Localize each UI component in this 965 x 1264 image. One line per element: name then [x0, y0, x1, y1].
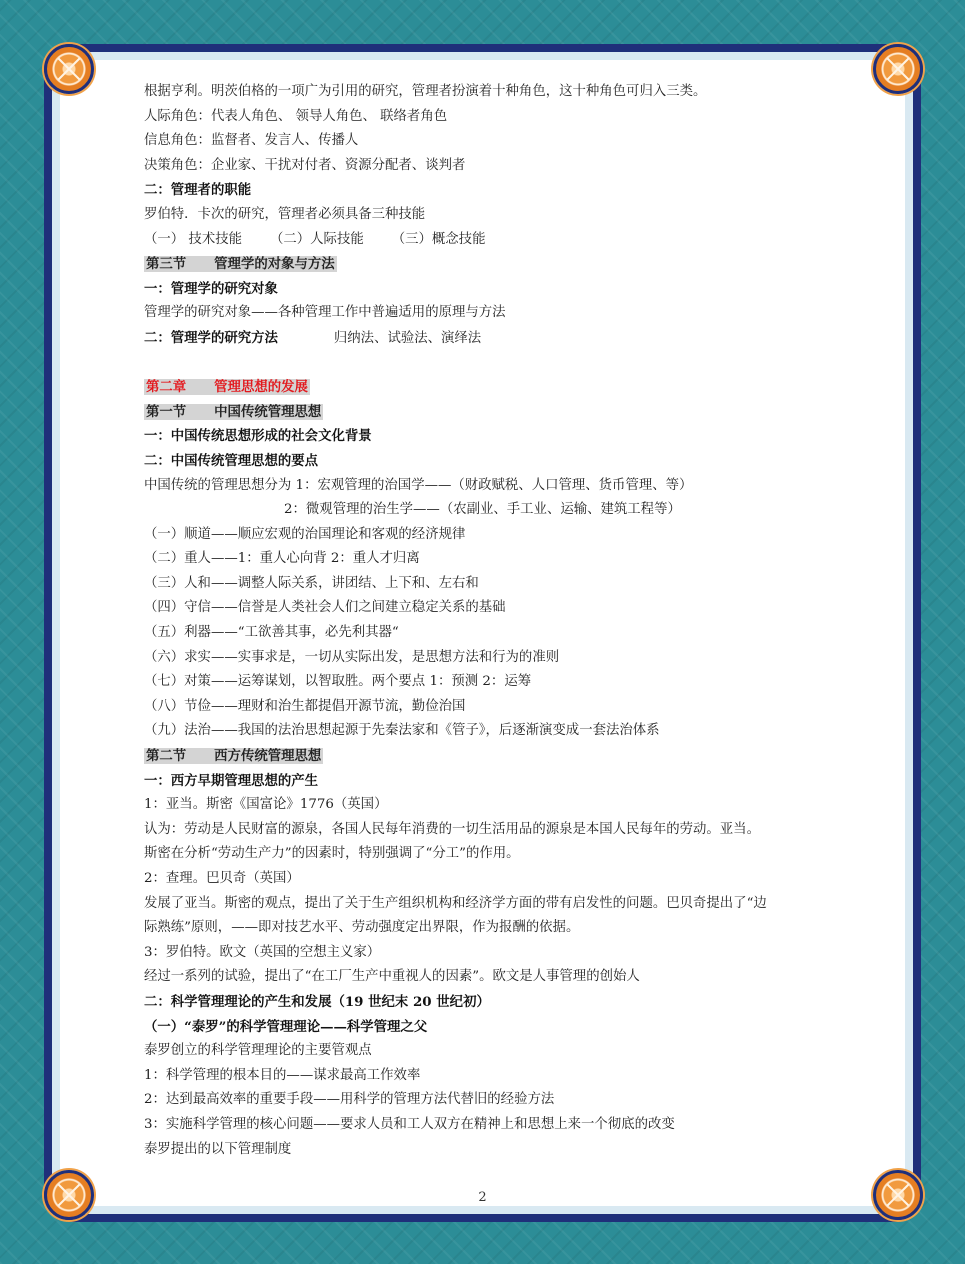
skill-interpersonal: （二）人际技能 — [270, 231, 364, 247]
chapter-heading — [144, 375, 804, 400]
subheading: 一：西方早期管理思想的产生 — [144, 772, 319, 789]
text-line: 1：亚当。斯密《国富论》1776（英国） — [144, 797, 388, 813]
skill-technical: （一） 技术技能 — [144, 231, 242, 247]
text-line: 认为：劳动是人民财富的源泉，各国人民每年消费的一切生活用品的源泉是本国人民每年的劳动。亚当。 — [144, 821, 760, 837]
list-item: （六）求实——实事求是，一切从实际出发，是思想方法和行为的准则 — [144, 649, 560, 665]
list-item: （二）重人——1：重人心向背 2：重人才归离 — [144, 551, 420, 567]
spacer — [144, 351, 804, 376]
list-item: （九）法治——我国的法治思想起源于先秦法家和《管子》，后逐渐演变成一套法治体系 — [144, 723, 660, 739]
text-line: 人际角色：代表人角色、 领导人角色、 联络者角色 — [144, 108, 448, 124]
list-item: （八）节俭——理财和治生都提倡开源节流，勤俭治国 — [144, 698, 466, 714]
subheading: （一）“泰罗”的科学管理理论——科学管理之父 — [144, 1018, 428, 1035]
skill-conceptual: （三）概念技能 — [391, 231, 486, 247]
text-line: 3：实施科学管理的核心问题——要求人员和工人双方在精神上和思想上来一个彻底的改变 — [144, 1116, 675, 1132]
text-line: 泰罗提出的以下管理制度 — [144, 1141, 292, 1157]
corner-ornament-icon — [873, 44, 923, 94]
text-line: 罗伯特．卡次的研究，管理者必须具备三种技能 — [144, 206, 426, 222]
text-line: 3：罗伯特。欧文（英国的空想主义家） — [144, 944, 381, 960]
text-line: 根据亨利。明茨伯格的一项广为引用的研究，管理者扮演着十种角色，这十种角色可归入三类。 — [144, 84, 707, 99]
page-number: 2 — [478, 1190, 487, 1205]
list-item: （三）人和——调整人际关系，讲团结、上下和、左右和 — [144, 575, 479, 591]
section-heading: 第一节 中国传统管理思想 — [146, 403, 322, 420]
section-heading — [144, 252, 804, 277]
subheading: 一：管理学的研究对象 — [144, 280, 278, 297]
list-item: （四）守信——信誉是人类社会人们之间建立稳定关系的基础 — [144, 600, 506, 616]
subheading: 二：管理者的职能 — [144, 182, 252, 199]
section-heading: 第二节 西方传统管理思想 — [146, 748, 322, 765]
text-line: 1：科学管理的根本目的——谋求最高工作效率 — [144, 1067, 421, 1083]
text-line: 2：查理。巴贝奇（英国） — [144, 871, 300, 886]
list-item: （五）利器——“工欲善其事，必先利其器“ — [144, 625, 399, 641]
section-number: 第三节 管理学的对象与方法 — [146, 256, 335, 273]
text-line: 2：达到最高效率的重要手段——用科学的管理方法代替旧的经验方法 — [144, 1092, 555, 1108]
list-item: （一）顺道——顺应宏观的治国理论和客观的经济规律 — [144, 526, 466, 542]
skills-line — [144, 228, 804, 253]
subheading: 二：中国传统管理思想的要点 — [144, 452, 319, 469]
subheading: 二：科学管理理论的产生和发展（19 世纪末 20 世纪初） — [144, 993, 490, 1010]
corner-ornament-icon — [44, 44, 94, 94]
document-content — [144, 80, 804, 1162]
subheading: 一：中国传统思想形成的社会文化背景 — [144, 428, 372, 445]
text-line: 中国传统的管理思想分为 1：宏观管理的治国学——（财政赋税、人口管理、货币管理、等） — [144, 477, 693, 493]
chapter-title: 第二章 管理思想的发展 — [146, 379, 308, 396]
text-line: 2：微观管理的治生学——（农副业、手工业、运输、建筑工程等） — [284, 502, 681, 518]
text-line: 经过一系列的试验，提出了“在工厂生产中重视人的因素”。欧文是人事管理的创始人 — [144, 969, 640, 985]
text-line: 斯密在分析“劳动生产力”的因素时，特别强调了“分工”的作用。 — [144, 846, 520, 862]
text-line: 泰罗创立的科学管理理论的主要管观点 — [144, 1043, 372, 1059]
text-line: 际熟练”原则，——即对技艺水平、劳动强度定出界限，作为报酬的依据。 — [144, 920, 580, 936]
text-line: 管理学的研究对象——各种管理工作中普遍适用的原理与方法 — [144, 305, 506, 321]
text-line: 信息角色：监督者、发言人、传播人 — [144, 133, 359, 149]
list-item: （七）对策——运筹谋划，以智取胜。两个要点 1：预测 2：运筹 — [144, 674, 532, 690]
methods-line: 二：管理学的研究方法 归纳法、试验法、演绎法 — [144, 329, 482, 346]
text-line: 发展了亚当。斯密的观点，提出了关于生产组织机构和经济学方面的带有启发性的问题。巴贝奇提出了“边 — [144, 895, 767, 911]
text-line: 决策角色：企业家、干扰对付者、资源分配者、谈判者 — [144, 157, 466, 173]
